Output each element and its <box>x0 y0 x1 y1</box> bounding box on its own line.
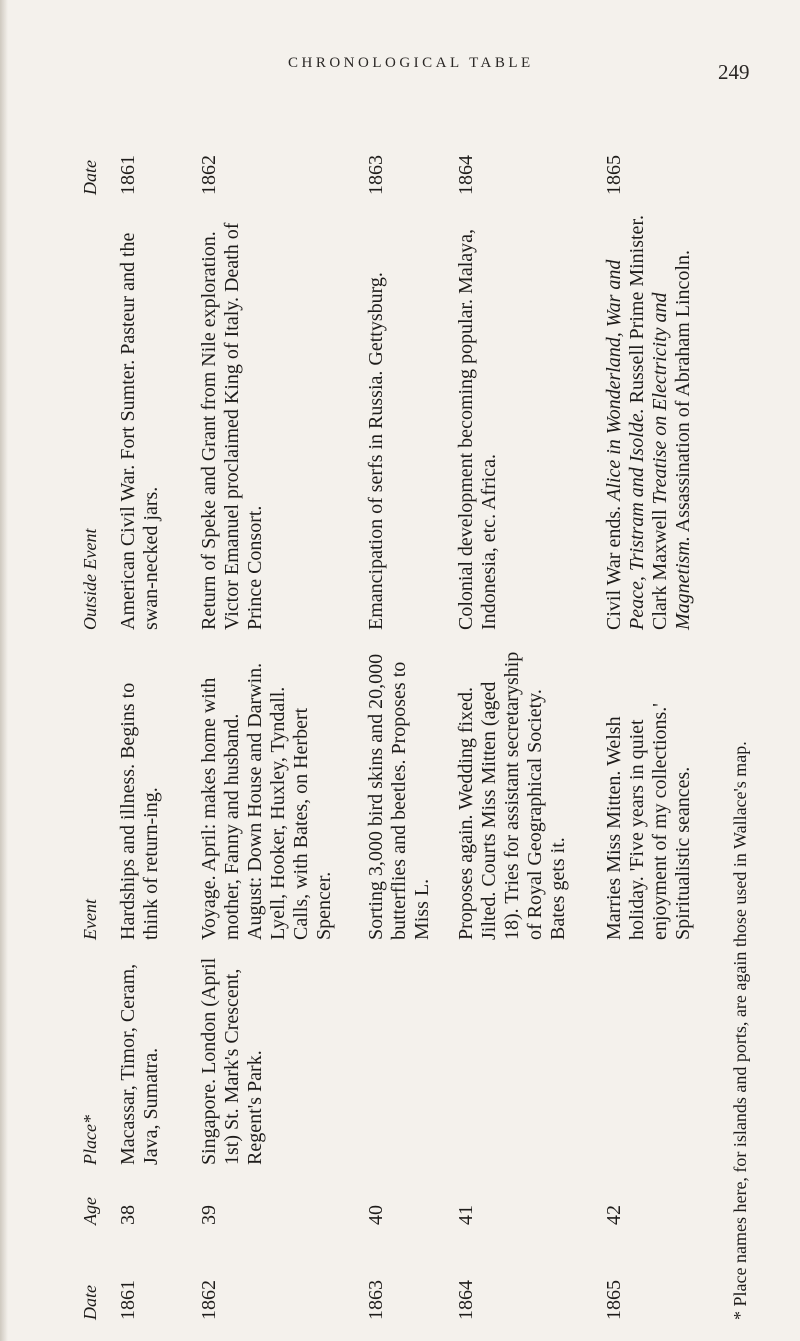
row-date-right: 1863 <box>365 155 387 195</box>
column-head-date-right: Date <box>80 160 100 195</box>
row-outside-event: Return of Speke and Grant from Nile exploration. Victor Emanuel proclaimed King of Italy. Death of Prince Consort. <box>198 222 266 630</box>
row-place: Singapore. London (April 1st) St. Mark's Crescent, Regent's Park. <box>198 957 266 1165</box>
row-event: Sorting 3,000 bird skins and 20,000 butterflies and beetles. Proposes to Miss L. <box>365 653 433 940</box>
row-date-right: 1861 <box>117 155 139 195</box>
row-date-right: 1862 <box>198 155 220 195</box>
row-age: 38 <box>117 1205 139 1225</box>
column-head-outside-event: Outside Event <box>80 528 100 630</box>
column-head-age: Age <box>80 1197 100 1225</box>
row-date: 1863 <box>365 1280 387 1320</box>
chronological-table <box>80 100 750 1320</box>
column-head-date: Date <box>80 1285 100 1320</box>
book-spine-shadow <box>0 0 8 1341</box>
row-date: 1864 <box>455 1280 477 1320</box>
row-age: 40 <box>365 1205 387 1225</box>
row-outside-event: Colonial development becoming popular. Malaya, Indonesia, etc. Africa. <box>455 228 500 630</box>
row-date-right: 1865 <box>603 155 625 195</box>
row-event: Hardships and illness. Begins to think of return-ing. <box>117 682 162 940</box>
row-place: Macassar, Timor, Ceram, Java, Sumatra. <box>117 963 162 1165</box>
row-age: 42 <box>603 1205 625 1225</box>
row-age: 39 <box>198 1205 220 1225</box>
column-head-event: Event <box>80 899 100 940</box>
row-event: Proposes again. Wedding fixed. Jilted. Courts Miss Mitten (aged 18). Tries for assistant secretaryship of Royal Geographical Society. Bates gets it. <box>455 651 569 940</box>
row-outside-event: American Civil War. Fort Sumter. Pasteur and the swan-necked jars. <box>117 232 162 630</box>
footnote: * Place names here, for islands and ports, are again those used in Wallace's map. <box>730 741 750 1320</box>
outside-event-titles: Alice in Wonderland, War and Peace, Tristram and Isolde. <box>603 259 648 630</box>
outside-event-part: Russell Prime Minister. Clark Maxwell <box>626 215 671 630</box>
row-date-right: 1864 <box>455 155 477 195</box>
row-outside-event: Emancipation of serfs in Russia. Gettysburg. <box>365 272 387 630</box>
page-number: 249 <box>718 60 750 84</box>
row-date: 1861 <box>117 1280 139 1320</box>
outside-event-part: Assassination of Abraham Lincoln. <box>672 250 694 537</box>
row-date: 1865 <box>603 1280 625 1320</box>
outside-event-part: Civil War ends. <box>603 500 625 630</box>
row-event: Marries Miss Mitten. Welsh holiday. 'Five years in quiet enjoyment of my collections.' Spiritualistic seances. <box>603 703 694 940</box>
row-outside-event <box>603 210 695 630</box>
page-header: CHRONOLOGICAL TABLE <box>288 55 534 71</box>
row-age: 41 <box>455 1205 477 1225</box>
column-head-place: Place* <box>80 1115 100 1165</box>
row-date: 1862 <box>198 1280 220 1320</box>
row-event: Voyage. April: makes home with mother, Fanny and husband. August: Down House and Darwin. Lyell, Hooker, Huxley, Tyndall. Calls, with Bates, on Herbert Spencer. <box>198 662 335 940</box>
outside-event-title: Treatise on Electricity and Magnetism. <box>649 292 694 630</box>
